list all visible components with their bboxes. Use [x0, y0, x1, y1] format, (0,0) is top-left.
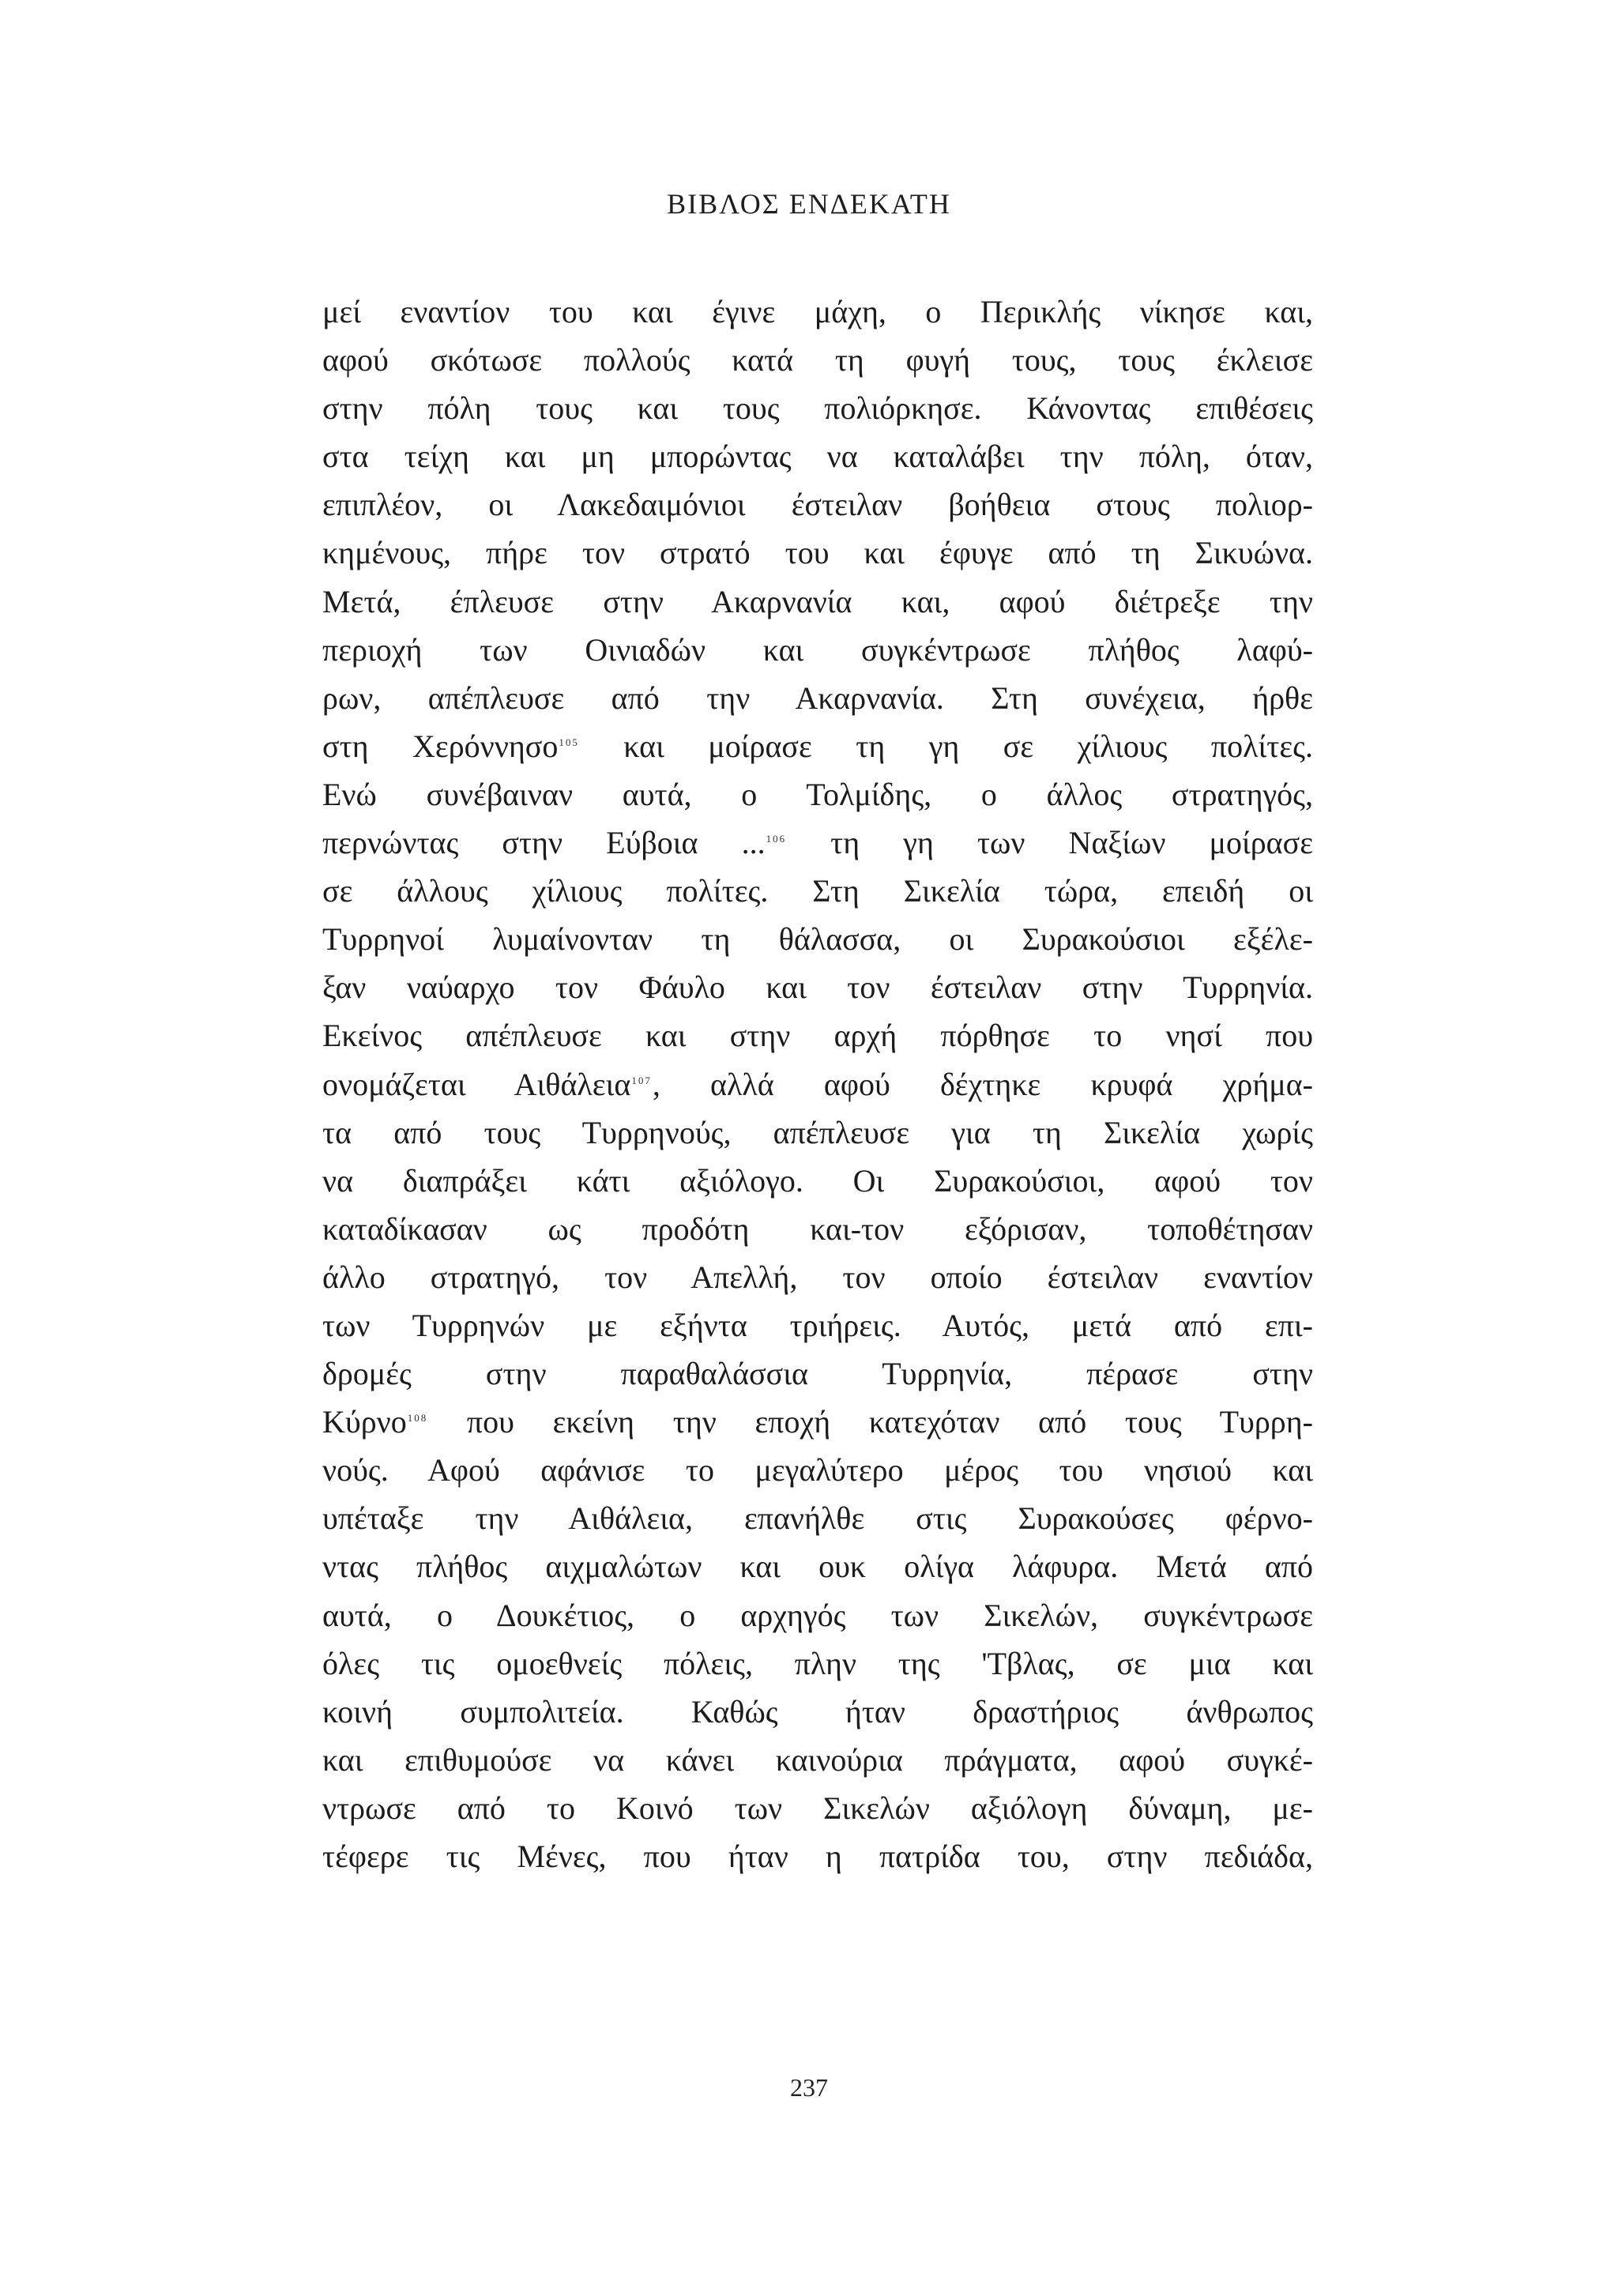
- line-text: Κύρνο: [322, 1404, 407, 1440]
- text-line: περιοχή των Οινιαδών και συγκέντρωσε πλήθος λαφύ-: [322, 631, 1313, 668]
- text-line: ντας πλήθος αιχμαλώτων και ουκ ολίγα λάφυρα. Μετά από: [322, 1549, 1313, 1585]
- page-number: 237: [790, 2073, 828, 2102]
- text-line: τέφερε τις Μένες, που ήταν η πατρίδα του, στην πεδιάδα,: [322, 1839, 1313, 1874]
- text-line: ντρωσε από το Κοινό των Σικελών αξιόλογη δύναμη, με-: [322, 1790, 1313, 1826]
- line-text: ονομάζεται Αιθάλεια: [322, 1066, 631, 1102]
- line-text: που εκείνη την εποχή κατεχόταν από τους Τυρρη-: [428, 1404, 1313, 1440]
- text-line: Εκείνος απέπλευσε και στην αρχή πόρθησε το νησί που: [322, 1018, 1313, 1054]
- text-line: κοινή συμπολιτεία. Καθώς ήταν δραστήριος άνθρωπος: [322, 1693, 1313, 1730]
- text-line: στα τείχη και μη μπορώντας να καταλάβει την πόλη, όταν,: [322, 438, 1313, 475]
- text-line: να διαπράξει κάτι αξιόλογο. Οι Συρακούσιοι, αφού τον: [322, 1162, 1313, 1199]
- text-line: κημένους, πήρε τον στρατό του και έφυγε από τη Σικυώνα.: [322, 535, 1313, 571]
- text-line: υπέταξε την Αιθάλεια, επανήλθε στις Συρακούσες φέρνο-: [322, 1500, 1313, 1537]
- footnote-marker: 107: [631, 1074, 652, 1086]
- text-line: στην πόλη τους και τους πολιόρκησε. Κάνοντας επιθέσεις: [322, 390, 1313, 427]
- text-line: Μετά, έπλευσε στην Ακαρνανία και, αφού διέτρεξε την: [322, 583, 1313, 619]
- text-line: μεί εναντίον του και έγινε μάχη, ο Περικλής νίκησε και,: [322, 294, 1313, 329]
- text-line: αφού σκότωσε πολλούς κατά τη φυγή τους, τους έκλεισε: [322, 342, 1313, 378]
- line-text: περνώντας στην Εύβοια ...: [322, 825, 766, 861]
- text-line-with-footnote: [322, 722, 1313, 770]
- text-line-with-footnote: [322, 1398, 1313, 1446]
- text-line: επιπλέον, οι Λακεδαιμόνιοι έστειλαν βοήθεια στους πολιορ-: [322, 487, 1313, 523]
- text-line: τα από τους Τυρρηνούς, απέπλευσε για τη Σικελία χωρίς: [322, 1114, 1313, 1150]
- footnote-marker: 106: [766, 833, 787, 845]
- text-line: δρομές στην παραθαλάσσια Τυρρηνία, πέρασε στην: [322, 1356, 1313, 1392]
- body-text: [322, 288, 1313, 1880]
- text-line: σε άλλους χίλιους πολίτες. Στη Σικελία τώρα, επειδή οι: [322, 873, 1313, 909]
- text-line: Τυρρηνοί λυμαίνονταν τη θάλασσα, οι Συρακούσιοι εξέλε-: [322, 921, 1313, 958]
- footnote-marker: 108: [407, 1412, 428, 1425]
- text-line: ρων, απέπλευσε από την Ακαρνανία. Στη συνέχεια, ήρθε: [322, 679, 1313, 716]
- text-line: και επιθυμούσε να κάνει καινούρια πράγματα, αφού συγκέ-: [322, 1741, 1313, 1778]
- running-head: ΒΙΒΛΟΣ ΕΝΔΕΚΑΤΗ: [667, 188, 951, 220]
- text-line: αυτά, ο Δουκέτιος, ο αρχηγός των Σικελών, συγκέντρωσε: [322, 1597, 1313, 1633]
- text-line: νούς. Αφού αφάνισε το μεγαλύτερο μέρος του νησιού και: [322, 1452, 1313, 1489]
- line-text: στη Χερόννησο: [322, 728, 559, 764]
- text-line: Ενώ συνέβαιναν αυτά, ο Τολμίδης, ο άλλος στρατηγός,: [322, 776, 1313, 812]
- text-line: ξαν ναύαρχο τον Φάυλο και τον έστειλαν στην Τυρρηνία.: [322, 969, 1313, 1006]
- text-line: άλλο στρατηγό, τον Απελλή, τον οποίο έστειλαν εναντίον: [322, 1259, 1313, 1295]
- text-line: καταδίκασαν ως προδότη και-τον εξόρισαν, τοποθέτησαν: [322, 1210, 1313, 1247]
- footnote-marker: 105: [559, 736, 579, 748]
- line-text: , αλλά αφού δέχτηκε κρυφά χρήμα-: [652, 1066, 1314, 1102]
- text-line-with-footnote: [322, 1060, 1313, 1108]
- text-line: των Τυρρηνών με εξήντα τριήρεις. Αυτός, μετά από επι-: [322, 1307, 1313, 1343]
- line-text: και μοίρασε τη γη σε χίλιους πολίτες.: [579, 728, 1313, 764]
- text-line: όλες τις ομοεθνείς πόλεις, πλην της 'Τβλας, σε μια και: [322, 1645, 1313, 1681]
- text-line-with-footnote: [322, 819, 1313, 867]
- line-text: τη γη των Ναξίων μοίρασε: [787, 825, 1313, 861]
